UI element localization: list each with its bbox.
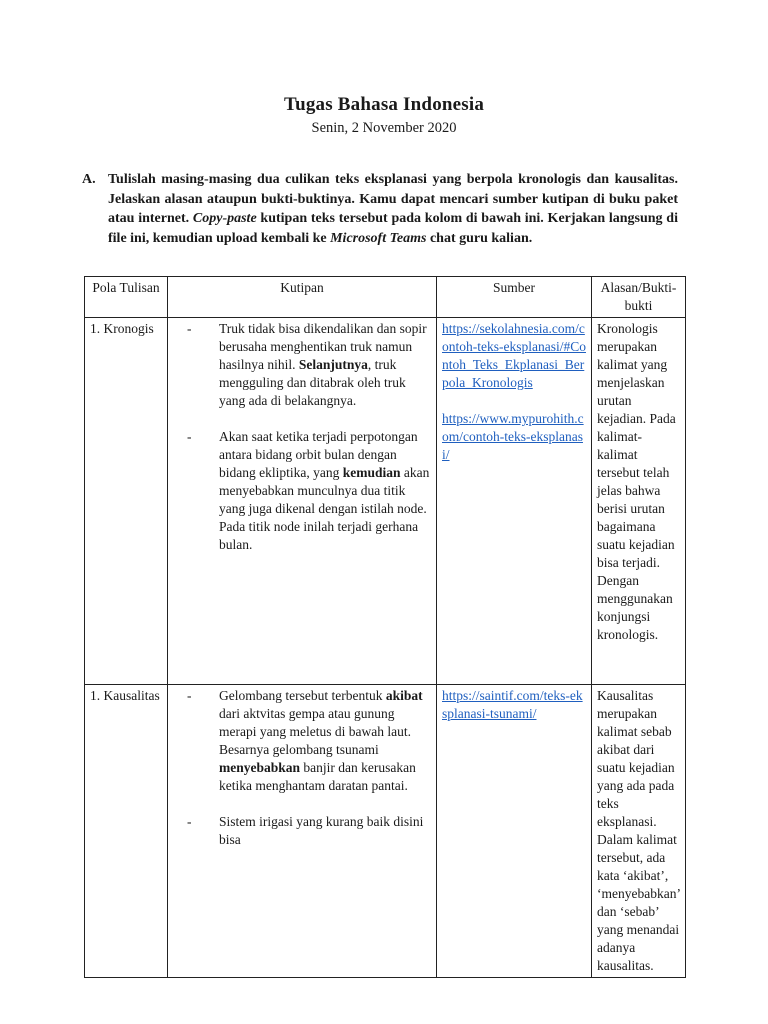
list-item [173, 428, 431, 554]
header-pola-tulisan: Pola Tulisan [85, 277, 168, 318]
table-row [85, 685, 686, 978]
source-link[interactable]: https://saintif.com/teks-eksplanasi-tsunami/ [442, 688, 583, 721]
table-row [85, 318, 686, 685]
table-header-row [85, 277, 686, 318]
instruction-paragraph [82, 170, 678, 248]
assignment-table [84, 276, 686, 978]
quote-keyword: akibat [385, 688, 423, 703]
bullet-dash: - [187, 688, 192, 703]
header-sumber: Sumber [437, 277, 592, 318]
page-date: Senin, 2 November 2020 [311, 120, 457, 136]
list-item [173, 320, 431, 410]
source-link[interactable]: https://www.mypurohith.com/contoh-teks-eksplanasi/ [442, 411, 584, 462]
instruction-text-3: chat guru kalian. [426, 230, 533, 246]
quote-text: Sistem irigasi yang kurang baik disini bisa [219, 814, 424, 847]
list-marker: A. [82, 172, 96, 187]
source-link[interactable]: https://sekolahnesia.com/contoh-teks-eksplanasi/#Contoh_Teks_Ekplanasi_Berpola_Kronologis [442, 321, 586, 390]
bullet-dash: - [187, 429, 192, 444]
quote-text: akan menyebabkan munculnya dua titik yang juga dikenal dengan istilah node. Pada titik node inilah terjadi gerhana bulan. [219, 465, 430, 552]
list-item [173, 687, 431, 795]
sumber-cell [437, 685, 592, 978]
instruction-text-2: kutipan teks tersebut pada kolom di bawah ini. Kerjakan langsung di file ini, kemudian upload kembali ke [108, 211, 678, 246]
alasan-cell: Kausalitas merupakan kalimat sebab akibat dari suatu kejadian yang ada pada teks eksplanasi. Dalam kalimat tersebut, ada kata ‘akibat’, ‘menyebabkan’ dan ‘sebab’ yang menandai adanya kausalitas. [592, 685, 686, 978]
instruction-microsoft-teams: Microsoft Teams [330, 230, 427, 246]
page-title: Tugas Bahasa Indonesia [283, 94, 485, 115]
quote-text: , truk mengguling dan ditabrak oleh truk yang ada di belakangnya. [219, 357, 406, 408]
quote-keyword: kemudian [342, 465, 401, 480]
kutipan-cell [168, 685, 437, 978]
bullet-dash: - [187, 814, 192, 829]
quote-text: banjir dan kerusakan ketika menghantam daratan pantai. [219, 760, 416, 793]
instruction-text-1: Tulislah masing-masing dua culikan teks eksplanasi yang berpola kronologis dan kausalitas. Jelaskan alasan ataupun bukti-buktinya. Kamu dapat mencari sumber kutipan di buku paket atau internet. [108, 172, 678, 226]
quote-text: Akan saat ketika terjadi perpotongan antara bidang orbit bulan dengan bidang ekliptika, yang [219, 429, 418, 480]
quote-text: dari aktvitas gempa atau gunung merapi yang meletus di bawah laut. Besarnya gelombang tsunami [219, 706, 411, 757]
instruction-copy-paste: Copy-paste [192, 211, 257, 226]
quote-text: Truk tidak bisa dikendalikan dan sopir berusaha menghentikan truk namun hasilnya nihil. [219, 321, 427, 372]
bullet-dash: - [187, 321, 192, 336]
header-kutipan: Kutipan [168, 277, 437, 318]
quote-keyword: menyebabkan [219, 760, 301, 775]
sumber-cell [437, 318, 592, 685]
kutipan-cell [168, 318, 437, 685]
pola-cell: 1. Kronogis [85, 318, 168, 685]
quote-keyword: Selanjutnya [298, 357, 368, 372]
list-item [173, 813, 431, 849]
header-alasan: Alasan/Bukti-bukti [592, 277, 686, 318]
alasan-cell: Kronologis merupakan kalimat yang menjelaskan urutan kejadian. Pada kalimat-kalimat tersebut telah jelas bahwa berisi urutan bagaimana suatu kejadian bisa terjadi. Dengan menggunakan konjungsi kronologis. [592, 318, 686, 685]
quote-text: Gelombang tersebut terbentuk [219, 688, 386, 703]
pola-cell: 1. Kausalitas [85, 685, 168, 978]
